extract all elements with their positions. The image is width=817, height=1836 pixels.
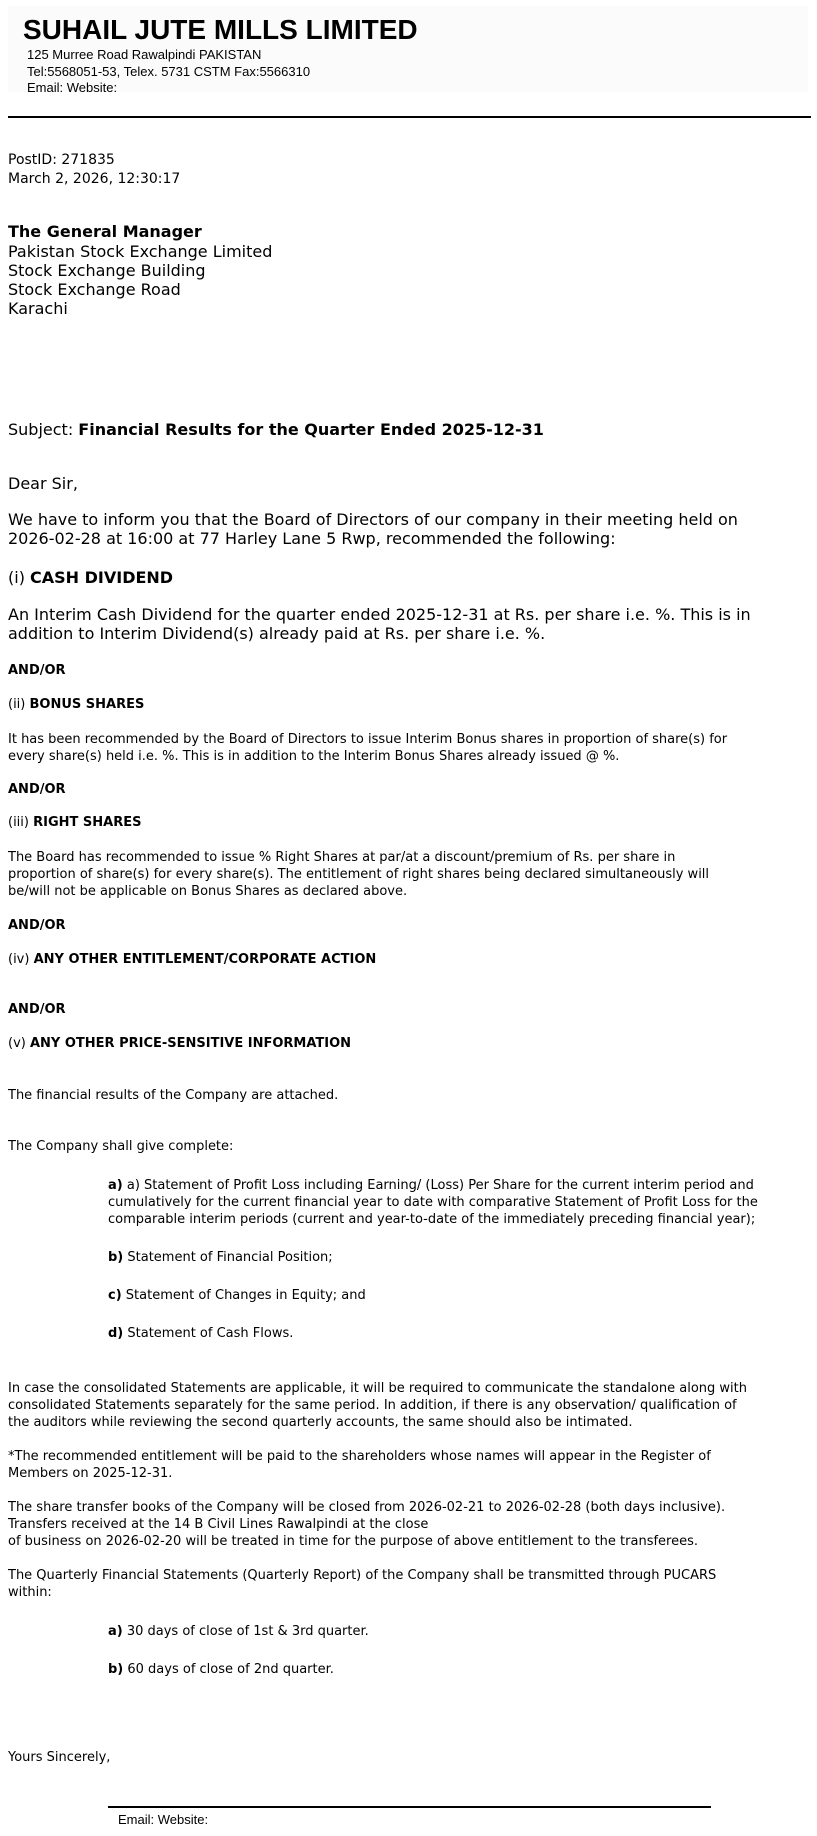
salutation: Dear Sir, <box>8 474 78 493</box>
recipient-line: Stock Exchange Building <box>8 261 206 280</box>
footer-divider <box>108 1806 711 1808</box>
post-id: PostID: 271835 <box>8 152 115 168</box>
recipient-title: The General Manager <box>8 222 202 241</box>
bonus-shares-text: every share(s) held i.e. %. This is in addition to the Interim Bonus Shares already issued @ %. <box>8 749 620 764</box>
subject-line <box>8 420 544 439</box>
subject-label: Subject: <box>8 420 79 439</box>
right-shares-text: be/will not be applicable on Bonus Shares as declared above. <box>8 884 408 899</box>
statement-item: a) a) Statement of Profit Loss including Earning/ (Loss) Per Share for the current interim period and <box>108 1178 754 1193</box>
statement-item-continued: comparable interim periods (current and year-to-date of the immediately preceding financial year); <box>108 1212 756 1227</box>
intro-line: We have to inform you that the Board of Directors of our company in their meeting held on <box>8 510 738 529</box>
footer-email-website: Email: Website: <box>118 1812 209 1827</box>
right-shares-heading: (iii) RIGHT SHARES <box>8 815 142 830</box>
andor-label: AND/OR <box>8 918 66 933</box>
other-entitlement-heading: (iv) ANY OTHER ENTITLEMENT/CORPORATE ACTION <box>8 952 377 967</box>
entitlement-note: *The recommended entitlement will be paid to the shareholders whose names will appear in the Register of <box>8 1449 711 1464</box>
letterhead <box>8 6 808 95</box>
statement-item: c) Statement of Changes in Equity; and <box>108 1288 366 1303</box>
consolidated-text: consolidated Statements separately for the same period. In addition, if there is any observation/ qualification of <box>8 1398 737 1413</box>
recipient-line: Karachi <box>8 299 68 318</box>
cash-dividend-text: addition to Interim Dividend(s) already paid at Rs. per share i.e. %. <box>8 624 546 643</box>
results-attached: The financial results of the Company are attached. <box>8 1088 339 1103</box>
recipient-line: Stock Exchange Road <box>8 280 181 299</box>
right-shares-text: proportion of share(s) for every share(s). The entitlement of right shares being declared simultaneously will <box>8 867 710 882</box>
andor-label: AND/OR <box>8 1002 66 1017</box>
price-sensitive-heading: (v) ANY OTHER PRICE-SENSITIVE INFORMATION <box>8 1036 352 1051</box>
company-address: 125 Murree Road Rawalpindi PAKISTAN <box>27 47 262 62</box>
shall-give: The Company shall give complete: <box>8 1139 234 1154</box>
andor-label: AND/OR <box>8 782 66 797</box>
quarterly-text: within: <box>8 1585 52 1600</box>
header-divider <box>8 116 811 118</box>
consolidated-text: the auditors while reviewing the second quarterly accounts, the same should also be intimated. <box>8 1415 633 1430</box>
statement-item: d) Statement of Cash Flows. <box>108 1326 294 1341</box>
andor-label: AND/OR <box>8 663 66 678</box>
statement-item-continued: cumulatively for the current financial year to date with comparative Statement of Profit Loss for the <box>108 1195 758 1210</box>
recipient-line: Pakistan Stock Exchange Limited <box>8 242 273 261</box>
deadline-item: b) 60 days of close of 2nd quarter. <box>108 1662 334 1677</box>
statement-item: b) Statement of Financial Position; <box>108 1250 333 1265</box>
closing: Yours Sincerely, <box>8 1750 111 1765</box>
company-email-website: Email: Website: <box>27 80 118 95</box>
cash-dividend-text: An Interim Cash Dividend for the quarter ended 2025-12-31 at Rs. per share i.e. %. This is in <box>8 605 751 624</box>
transfer-books-text: The share transfer books of the Company will be closed from 2026-02-21 to 2026-02-28 (both days inclusive). <box>8 1500 726 1515</box>
deadline-item: a) 30 days of close of 1st & 3rd quarter. <box>108 1624 369 1639</box>
consolidated-text: In case the consolidated Statements are applicable, it will be required to communicate the standalone along with <box>8 1381 747 1396</box>
company-name: SUHAIL JUTE MILLS LIMITED <box>23 14 418 45</box>
company-contact: Tel:5568051-53, Telex. 5731 CSTM Fax:5566310 <box>27 64 311 79</box>
bonus-shares-text: It has been recommended by the Board of Directors to issue Interim Bonus shares in proportion of share(s) for <box>8 732 728 747</box>
cash-dividend-heading: (i) CASH DIVIDEND <box>8 568 174 587</box>
transfer-books-text: of business on 2026-02-20 will be treated in time for the purpose of above entitlement to the transferees. <box>8 1534 698 1549</box>
entitlement-note: Members on 2025-12-31. <box>8 1466 173 1481</box>
subject-text: Financial Results for the Quarter Ended 2025-12-31 <box>78 420 544 439</box>
quarterly-text: The Quarterly Financial Statements (Quarterly Report) of the Company shall be transmitted through PUCARS <box>8 1568 717 1583</box>
post-datetime: March 2, 2026, 12:30:17 <box>8 171 181 187</box>
transfer-books-text: Transfers received at the 14 B Civil Lines Rawalpindi at the close <box>8 1517 429 1532</box>
right-shares-text: The Board has recommended to issue % Right Shares at par/at a discount/premium of Rs. per share in <box>8 850 676 865</box>
intro-line: 2026-02-28 at 16:00 at 77 Harley Lane 5 Rwp, recommended the following: <box>8 529 616 548</box>
bonus-shares-heading: (ii) BONUS SHARES <box>8 697 145 712</box>
